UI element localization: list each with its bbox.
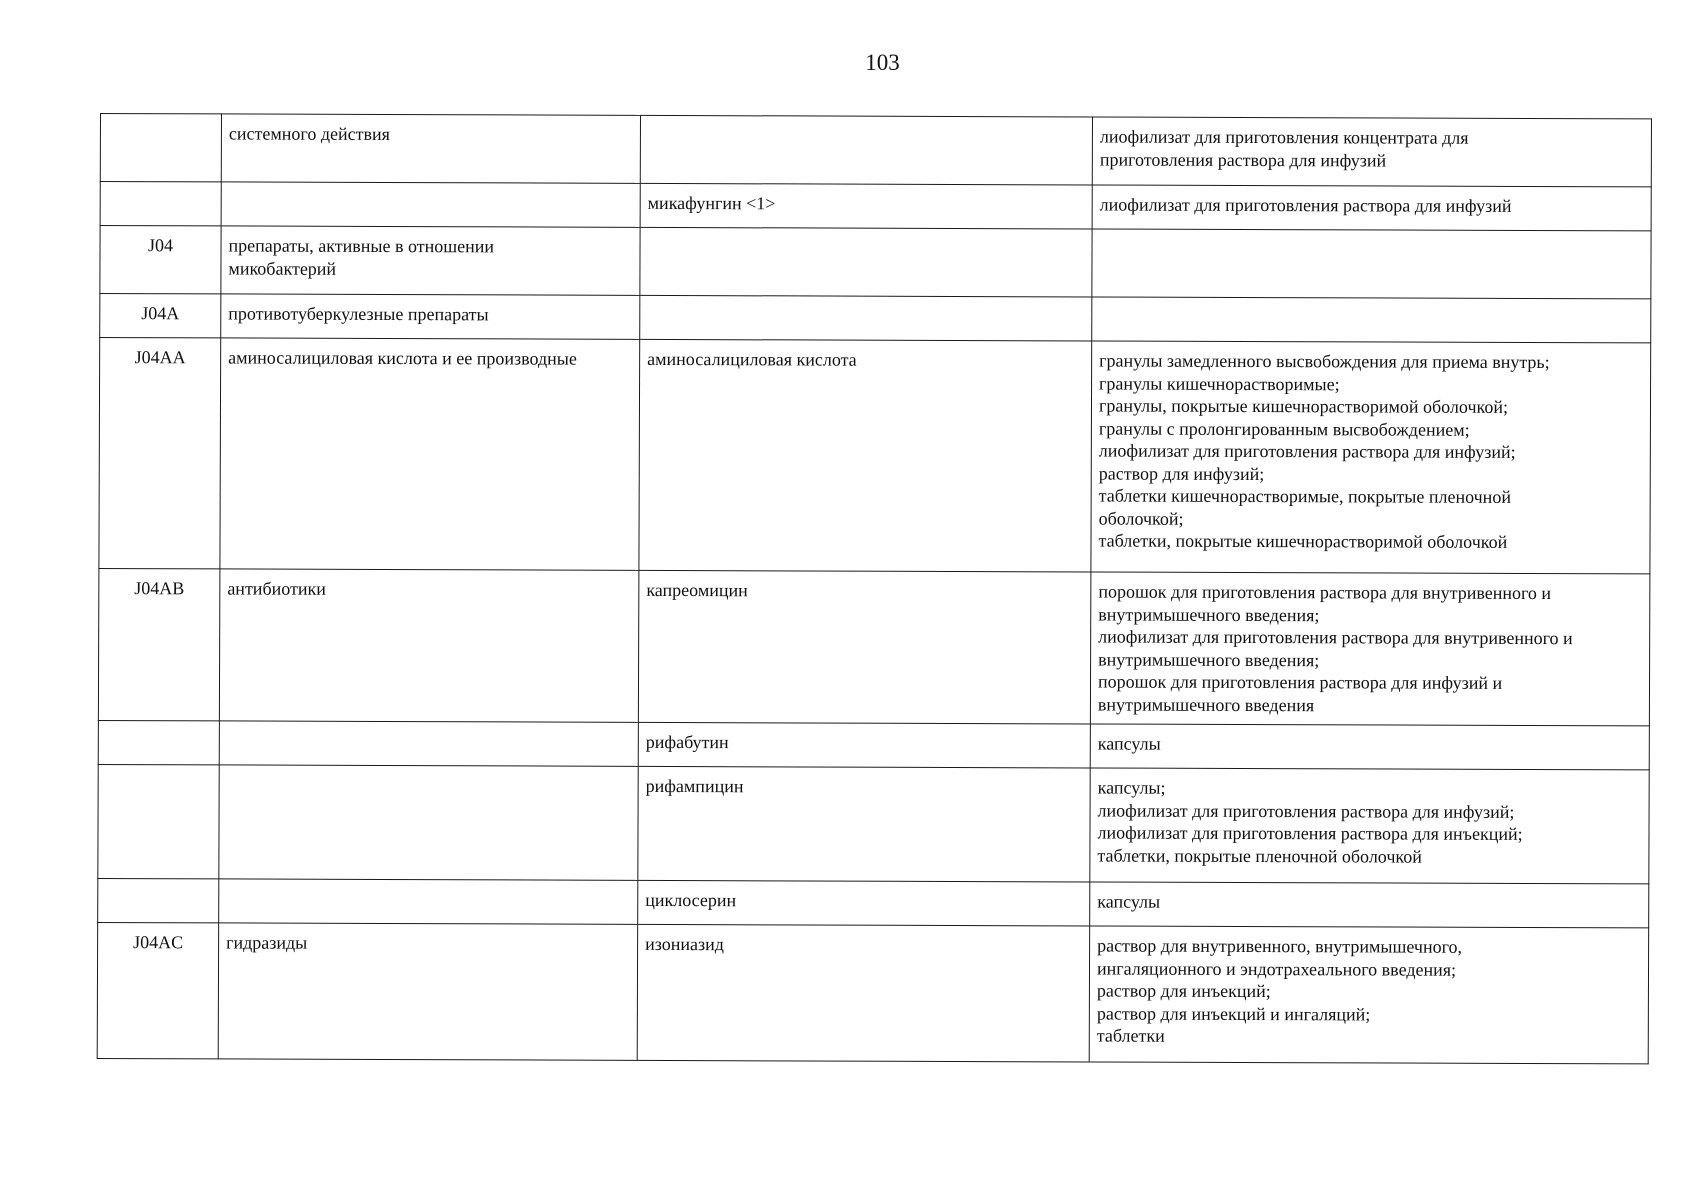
drug-name-cell [640,295,1092,341]
dosage-form-cell: капсулы [1090,882,1649,928]
atc-group-cell [221,182,640,227]
atc-code-cell: J04 [100,226,221,294]
dosage-form-cell: капсулы [1090,724,1649,770]
dosage-form-cell [1092,297,1651,343]
table-row [98,568,1650,725]
drug-name-cell: микафунгин <1> [640,183,1092,229]
dosage-form-cell: порошок для приготовления раствора для внутривенного и внутримышечного введения; лиофилизат для приготовления раствора для внутривенного и внутримышечного введения; порошок для приготовления раствора для инфузий и внутримышечного введения [1090,572,1650,726]
table-row [100,114,1651,187]
table-row [98,720,1649,769]
drug-table [97,113,1652,1064]
atc-group-cell: гидразиды [218,923,637,1060]
drug-name-cell: рифампицин [638,766,1090,882]
atc-group-cell: препараты, активные в отношении микобактерий [221,226,640,295]
drug-name-cell: капреомицин [638,570,1091,724]
dosage-form-cell [1092,229,1651,299]
drug-name-cell: аминосалициловая кислота [639,339,1092,572]
atc-code-cell [98,764,219,878]
atc-group-cell [219,879,638,924]
dosage-form-cell: раствор для внутривенного, внутримышечного, ингаляционного и эндотрахеального введения; раствор для инъекций; раствор для инъекций и ингаляций; таблетки [1089,926,1648,1064]
atc-group-cell [219,765,638,880]
atc-group-cell: антибиотики [219,569,639,722]
table-row [100,226,1651,299]
drug-table-body [97,114,1651,1064]
atc-code-cell: J04A [100,294,221,338]
atc-code-cell: J04AC [97,922,218,1058]
table-row [98,878,1649,927]
dosage-form-cell: лиофилизат для приготовления раствора для инфузий [1092,185,1651,231]
atc-group-cell: противотуберкулезные препараты [221,294,640,339]
table-row [100,294,1651,343]
atc-code-cell [98,720,219,764]
atc-code-cell [100,182,221,226]
atc-code-cell [98,878,219,922]
atc-code-cell [100,114,221,182]
table-row [99,338,1651,574]
atc-code-cell: J04AB [98,568,220,720]
table-row [100,182,1651,231]
table-row [97,922,1648,1063]
dosage-form-cell: капсулы; лиофилизат для приготовления раствора для инфузий; лиофилизат для приготовления раствора для инъекций; таблетки, покрытые пленочной оболочкой [1090,768,1649,884]
drug-name-cell [640,115,1092,185]
dosage-form-cell: гранулы замедленного высвобождения для приема внутрь; гранулы кишечнорастворимые; гранулы, покрытые кишечнорастворимой оболочкой; гранулы с пролонгированным высвобождением; лиофилизат для приготовления раствора для инфузий; раствор для инфузий; таблетки кишечнорастворимые, покрытые пленочной оболочкой; таблетки, покрытые кишечнорастворимой оболочкой [1091,341,1651,574]
drug-name-cell: изониазид [637,924,1089,1062]
table-row [98,764,1649,883]
drug-name-cell: циклосерин [638,880,1090,926]
drug-table-container [97,113,1651,1064]
drug-name-cell: рифабутин [638,722,1090,768]
drug-name-cell [640,227,1092,297]
atc-group-cell: аминосалициловая кислота и ее производные [220,338,640,570]
atc-code-cell: J04AA [99,338,221,569]
atc-group-cell: системного действия [221,114,640,183]
dosage-form-cell: лиофилизат для приготовления концентрата для приготовления раствора для инфузий [1092,117,1651,187]
atc-group-cell [219,721,638,766]
page-number: 103 [865,50,900,75]
